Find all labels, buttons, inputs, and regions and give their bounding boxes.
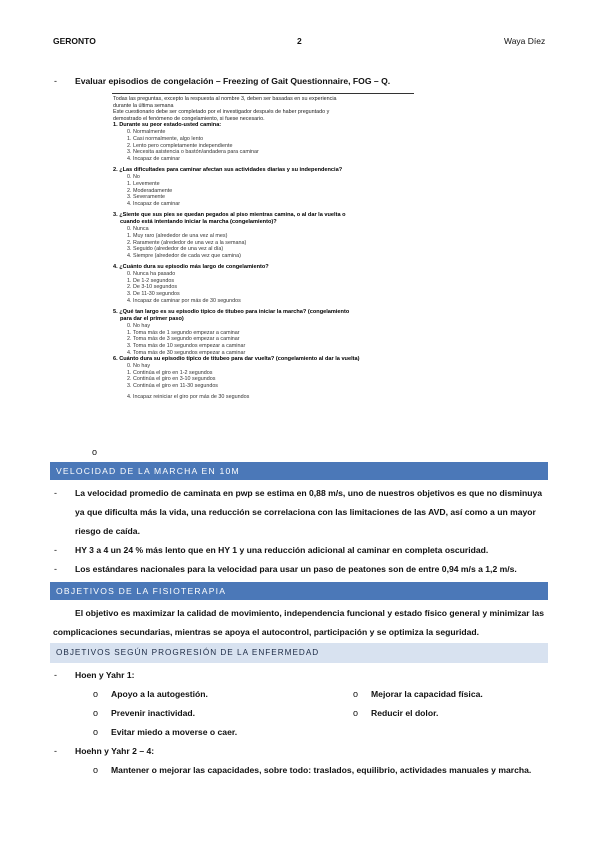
fog-title: Evaluar episodios de congelación – Freezing of Gait Questionnaire, FOG – Q. (75, 76, 391, 86)
dash-bullet: - (54, 746, 57, 756)
question-4: 4. ¿Cuánto dura su episodio más largo de congelamiento? (113, 264, 269, 271)
dash-bullet: - (54, 76, 57, 86)
option: 4. Incapaz de caminar por más de 30 segundos (127, 297, 241, 304)
circle-bullet: o (353, 708, 359, 718)
option: 2. Raramente (alrededor de una vez a la semana) (127, 239, 247, 246)
option: 1. Muy raro (alrededor de una vez al mes) (127, 232, 228, 239)
option: 4. Incapaz reiniciar el giro por más de 30 segundos (127, 393, 250, 400)
section-progresion-title: OBJETIVOS SEGÚN PROGRESIÓN DE LA ENFERMEDAD (50, 643, 548, 663)
hy2-label: Hoehn y Yahr 2 – 4: (75, 746, 155, 756)
question-5-cont: para dar el primer paso) (120, 316, 184, 323)
circle-bullet: o (93, 765, 99, 775)
hy1-item: Apoyo a la autogestión. (111, 689, 208, 699)
velocidad-p1-line3: riesgo de caída. (75, 526, 140, 536)
dash-bullet: - (54, 670, 57, 680)
velocidad-p2: HY 3 a 4 un 24 % más lento que en HY 1 y una reducción adicional al caminar en completa oscuridad. (75, 545, 489, 555)
velocidad-p1-line1: La velocidad promedio de caminata en pwp se estima en 0,88 m/s, uno de nuestros objetivos es que no disminuya (75, 488, 543, 498)
option: 0. Nunca (127, 226, 149, 233)
circle-bullet: o (353, 689, 359, 699)
option: 4. Incapaz de caminar (127, 200, 181, 207)
option: 2. Lento pero completamente independiente (127, 142, 233, 149)
circle-bullet: o (93, 708, 99, 718)
option: 4. Incapaz de caminar (127, 155, 181, 162)
scan-top-rule (112, 93, 414, 94)
option: 0. Normalmente (127, 129, 166, 136)
objetivos-line2: complicaciones secundarias, mientras se apoya el autocontrol, participación y se optimiza la seguridad. (53, 627, 480, 637)
question-1: 1. Durante su peor estado-usted camina: (113, 122, 222, 129)
header-right: Waya Díez (504, 36, 546, 46)
option: 2. De 3-10 segundos (127, 284, 178, 291)
option: 0. No (127, 174, 140, 181)
intro-line: demostrado el fenómeno de congelamiento, si fuese necesario. (113, 115, 265, 122)
option: 3. Necesita asistencia o bastón/andadera para caminar (127, 149, 259, 156)
question-3: 3. ¿Siente que sus pies se quedan pegados al piso mientras camina, o al dar la vuelta o (113, 212, 346, 219)
option: 4. Siempre (alrededor de cada vez que camina) (127, 252, 241, 259)
dash-bullet: - (54, 488, 57, 498)
question-3-cont: cuando está intentando iniciar la marcha (congelamiento)? (120, 219, 277, 226)
circle-bullet: o (93, 727, 99, 737)
objetivos-line1: El objetivo es maximizar la calidad de movimiento, independencia funcional y estado físico general y minimizar las (75, 608, 544, 618)
intro-line: Todas las preguntas, excepto la respuesta al nombre 3, deben ser basadas en su experiencia (113, 96, 337, 102)
fog-questionnaire-image (113, 96, 413, 400)
option: 0. Nunca ha pasado (127, 271, 176, 278)
hy2-item: Mantener o mejorar las capacidades, sobre todo: traslados, equilibrio, actividades manuales y marcha. (111, 765, 532, 775)
dash-bullet: - (54, 545, 57, 555)
question-5: 5. ¿Qué tan largo es su episodio típico de titubeo para iniciar la marcha? (congelamiento (113, 309, 350, 316)
option: 3. Continúa el giro en 11-30 segundos (127, 383, 219, 389)
option: 1. Continúa el giro en 1-2 segundos (127, 369, 213, 376)
velocidad-p3: Los estándares nacionales para la velocidad para usar un paso de peatones son de entre 0,94 m/s a 1,2 m/s. (75, 564, 517, 574)
circle-bullet: o (93, 689, 99, 699)
option: 2. Toma más de 3 segundo empezar a caminar (127, 336, 240, 343)
option: 1. Levemente (127, 180, 160, 187)
hy1-item: Evitar miedo a moverse o caer. (111, 727, 238, 737)
section-velocidad-title: VELOCIDAD DE LA MARCHA EN 10M (50, 462, 548, 480)
question-6: 6. Cuánto dura su episodio típico de titubeo para dar vuelta? (congelamiento al dar la vuelta) (113, 356, 360, 363)
option: 3. Severamente (127, 194, 166, 201)
section-objetivos-title: OBJETIVOS DE LA FISIOTERAPIA (50, 582, 548, 600)
option: 3. Seguido (alrededor de una vez al día) (127, 246, 224, 253)
intro-line: Este cuestionario debe ser completado por el investigador después de haber preguntado y (113, 109, 330, 116)
intro-line: durante la última semana (113, 102, 174, 109)
dash-bullet: - (54, 564, 57, 574)
option: 0. No hay (127, 323, 151, 330)
circle-bullet: o (92, 447, 98, 457)
page-number: 2 (297, 36, 302, 46)
option: 1. Casi normalmente, algo lento (127, 135, 204, 142)
hy1-item-right: Reducir el dolor. (371, 708, 439, 718)
option: 2. Continúa el giro en 3-10 segundos (127, 376, 216, 383)
option: 1. De 1-2 segundos (127, 277, 175, 284)
option: 0. No hay (127, 363, 151, 370)
header-left: GERONTO (53, 36, 96, 46)
question-2: 2. ¿Las dificultades para caminar afectan sus actividades diarias y su independencia? (113, 167, 343, 174)
option: 1. Toma más de 1 segundo empezar a caminar (127, 329, 240, 336)
option: 3. Toma más de 10 segundos empezar a caminar (127, 343, 246, 350)
hy1-label: Hoen y Yahr 1: (75, 670, 135, 680)
hy1-item: Prevenir inactividad. (111, 708, 196, 718)
option: 2. Moderadamente (127, 187, 173, 194)
velocidad-p1-line2: ya que dificulta más la vida, una reducción se correlaciona con las limitaciones de las AVD, así como a un mayor (75, 507, 536, 517)
hy1-item-right: Mejorar la capacidad física. (371, 689, 483, 699)
option: 3. De 11-30 segundos (127, 291, 180, 298)
option: 4. Toma más de 30 segundos empezar a caminar (127, 349, 246, 356)
